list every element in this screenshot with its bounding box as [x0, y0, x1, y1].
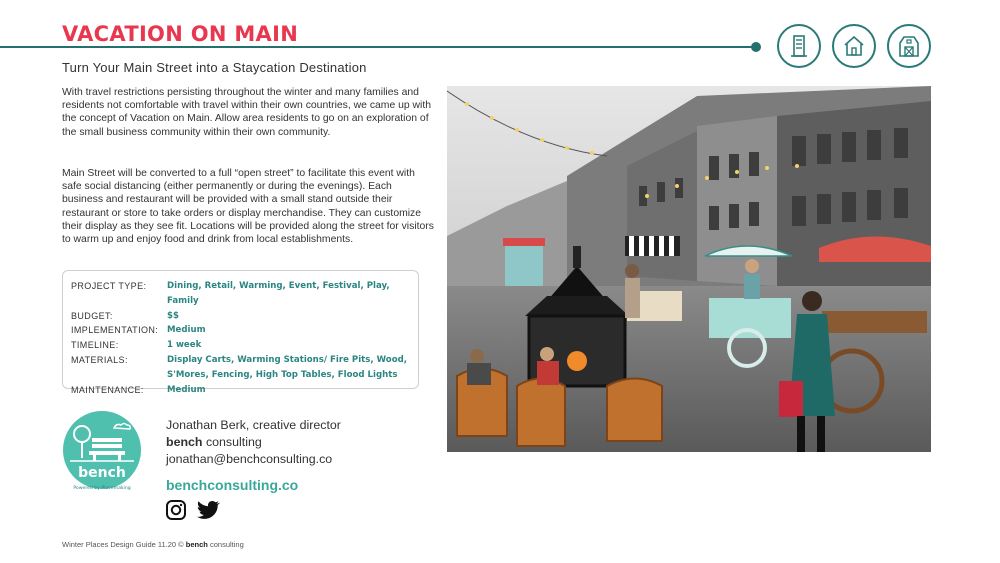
footer-brand-bold: bench	[185, 540, 208, 549]
page-title: VACATION ON MAIN	[62, 22, 299, 46]
instagram-icon[interactable]	[165, 499, 187, 521]
footer-credit	[62, 540, 244, 549]
company-rest: consulting	[202, 435, 262, 449]
detail-label: MAINTENANCE:	[71, 384, 144, 395]
detail-value: Dining, Retail, Warming, Event, Festival, Play, Family	[167, 281, 390, 306]
bench-logo	[62, 410, 146, 494]
street-scene-image	[447, 86, 931, 452]
detail-row-materials-cont	[71, 368, 410, 383]
detail-row-materials	[71, 353, 410, 368]
detail-row-project-type	[71, 279, 410, 309]
detail-value: Medium	[167, 325, 206, 336]
detail-row-budget	[71, 309, 410, 324]
header-rule-dot	[751, 42, 761, 52]
building-icon	[786, 33, 812, 59]
footer-text: Winter Places Design Guide 11.20 ©	[62, 540, 184, 549]
detail-row-implementation	[71, 323, 410, 338]
barn-icon	[896, 33, 922, 59]
detail-label: IMPLEMENTATION:	[71, 325, 159, 336]
detail-value: Display Carts, Warming Stations/ Fire Pits, Wood,	[167, 354, 408, 365]
company-bold: bench	[166, 435, 203, 449]
contact-company	[166, 435, 262, 449]
contact-email[interactable]: jonathan@benchconsulting.co	[166, 452, 333, 466]
detail-row-timeline	[71, 338, 410, 353]
twitter-icon[interactable]	[196, 499, 220, 521]
detail-label	[71, 368, 167, 383]
house-icon	[841, 33, 867, 59]
detail-label: BUDGET:	[71, 310, 113, 321]
website-link[interactable]: benchconsulting.co	[166, 477, 299, 493]
intro-paragraph: With travel restrictions persisting throughout the winter and many families and residents not comfortable with travel within their own countries, we came up with the concept of Vacation on Main. Allow area residents to go on an exploration of the small business community within their own community.	[62, 87, 432, 138]
building-category-badge	[777, 24, 821, 68]
contact-name: Jonathan Berk, creative director	[166, 418, 341, 432]
footer-brand-rest: consulting	[207, 540, 244, 549]
barn-category-badge	[887, 24, 931, 68]
page-subtitle: Turn Your Main Street into a Staycation Destination	[62, 60, 367, 75]
header-rule	[0, 46, 756, 48]
house-category-badge	[832, 24, 876, 68]
detail-value: S'Mores, Fencing, High Top Tables, Flood Lights	[167, 369, 398, 380]
detail-row-maintenance	[71, 383, 410, 398]
detail-label: TIMELINE:	[71, 340, 119, 351]
detail-value: $$	[167, 310, 179, 321]
detail-label: PROJECT TYPE:	[71, 281, 147, 291]
detail-label: MATERIALS:	[71, 354, 128, 365]
description-paragraph: Main Street will be converted to a full “open street” to facilitate this event with safe social distancing (either permanently or during the evenings). Each business and restaurant will be provided with a small stand outside their restaurant or store to take orders or display merchandise. They can customize their display as they see fit. Locations will be provided along the street for visitors to warm up and enjoy food and drink from local establishments.	[62, 168, 434, 246]
detail-value: 1 week	[167, 340, 202, 351]
project-details-box	[62, 270, 419, 395]
logo-tagline: Powered by Placemaking	[73, 486, 131, 491]
detail-value: Medium	[167, 384, 206, 395]
logo-wordmark: bench	[78, 465, 126, 481]
